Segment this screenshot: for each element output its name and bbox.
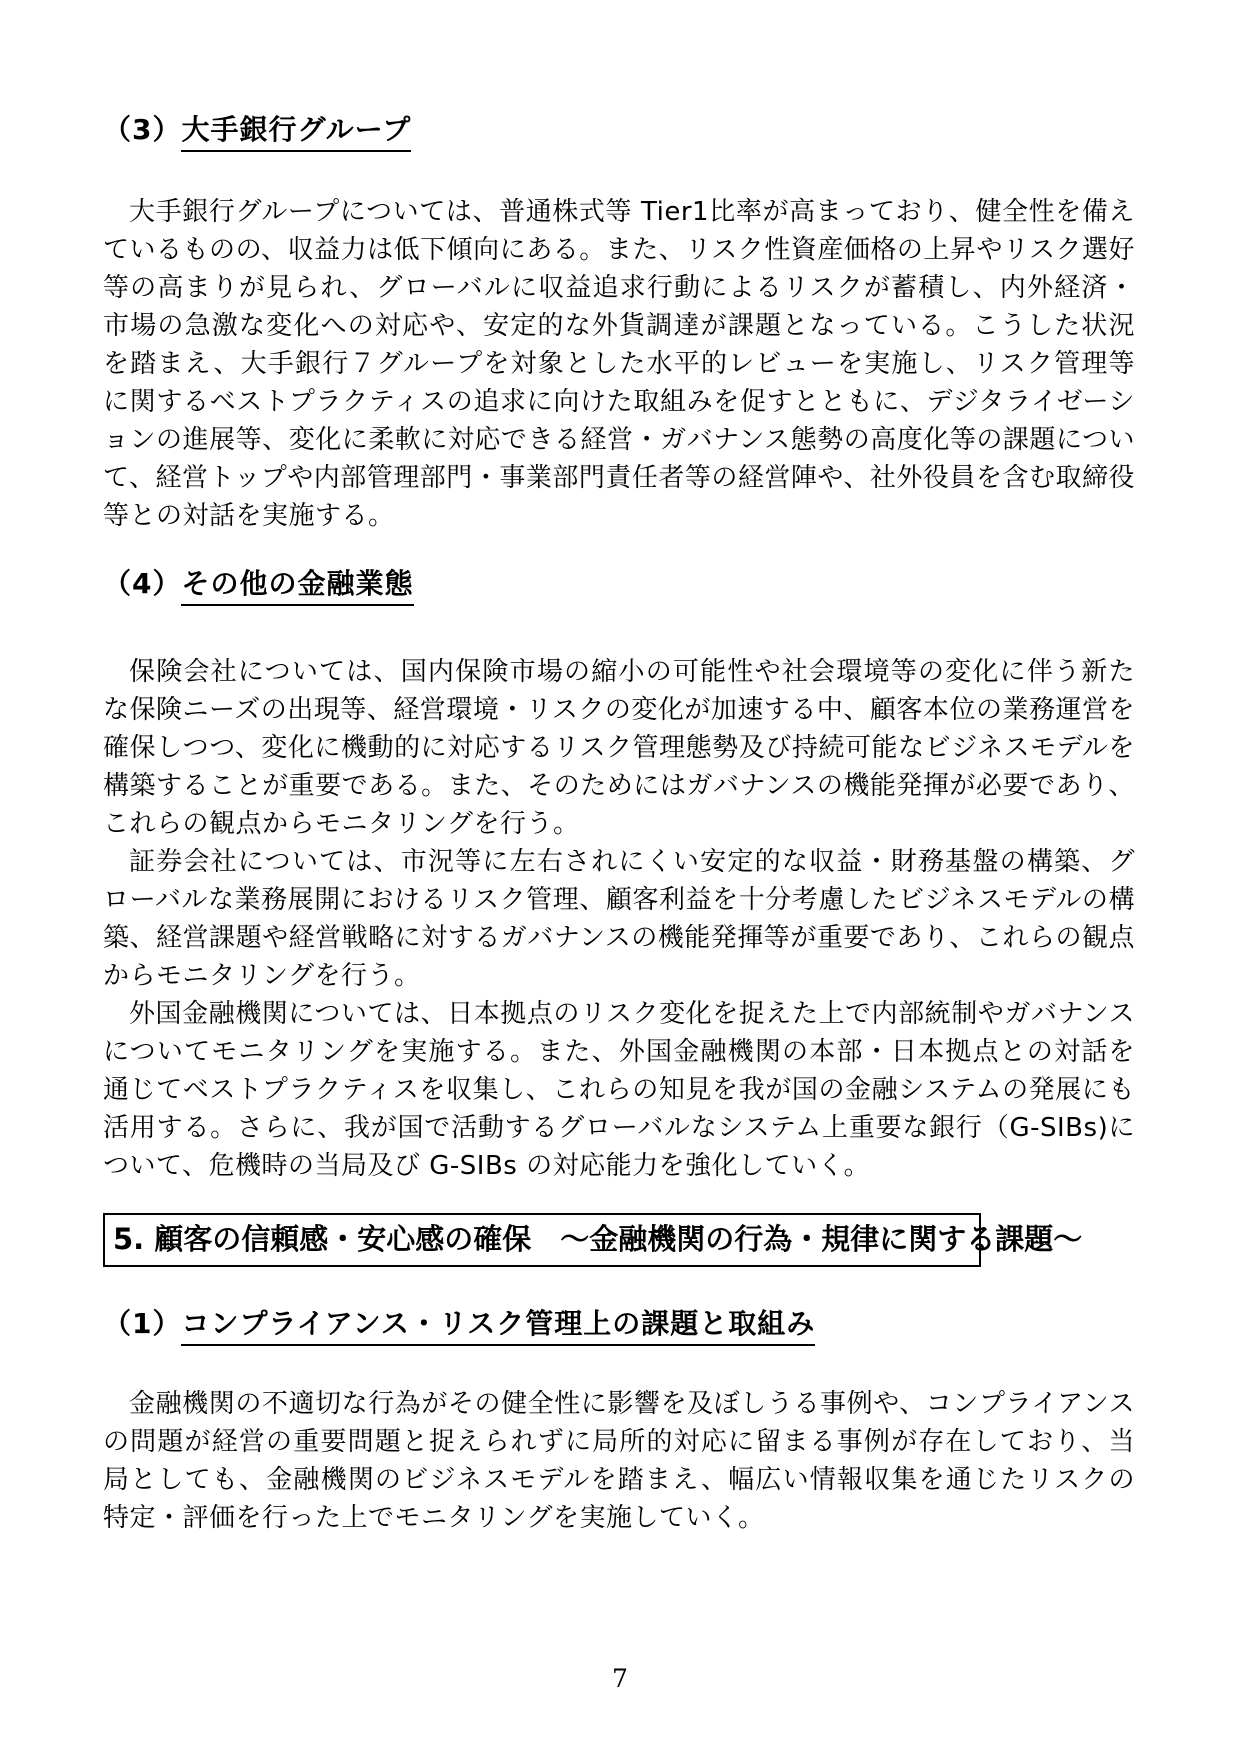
section-heading-3 bbox=[103, 113, 1135, 147]
page-number: 7 bbox=[612, 1664, 628, 1693]
heading-1-number: （1） bbox=[103, 1307, 182, 1340]
section-heading-4 bbox=[103, 567, 1135, 601]
boxed-section-heading-5: 5. 顧客の信頼感・安心感の確保 ～金融機関の行為・規律に関する課題～ bbox=[103, 1213, 981, 1267]
heading-4-number: （4） bbox=[103, 567, 182, 600]
heading-3-number: （3） bbox=[103, 113, 182, 146]
document-content bbox=[103, 0, 1135, 1537]
paragraph-compliance: 金融機関の不適切な行為がその健全性に影響を及ぼしうる事例や、コンプライアンスの問題が経営の重要問題と捉えられずに局所的対応に留まる事例が存在しており、当局としても、金融機関のビジネスモデルを踏まえ、幅広い情報収集を通じたリスクの特定・評価を行った上でモニタリングを実施していく。 bbox=[103, 1389, 1135, 1533]
paragraph-foreign-financial-institutions: 外国金融機関については、日本拠点のリスク変化を捉えた上で内部統制やガバナンスについてモニタリングを実施する。また、外国金融機関の本部・日本拠点との対話を通じてベストプラクティスを収集し、これらの知見を我が国の金融システムの発展にも活用する。さらに、我が国で活動するグローバルなシステム上重要な銀行（G-SIBs)について、危機時の当局及び G-SIBs の対応能力を強化していく。 bbox=[103, 999, 1135, 1181]
heading-4-title: その他の金融業態 bbox=[181, 567, 413, 606]
heading-3-title: 大手銀行グループ bbox=[181, 113, 411, 152]
paragraph-securities: 証券会社については、市況等に左右されにくい安定的な収益・財務基盤の構築、グローバルな業務展開におけるリスク管理、顧客利益を十分考慮したビジネスモデルの構築、経営課題や経営戦略に対するガバナンスの機能発揮等が重要であり、これらの観点からモニタリングを行う。 bbox=[103, 847, 1135, 991]
section-heading-1 bbox=[103, 1307, 1135, 1341]
heading-1-title: コンプライアンス・リスク管理上の課題と取組み bbox=[181, 1307, 815, 1346]
paragraph-insurance: 保険会社については、国内保険市場の縮小の可能性や社会環境等の変化に伴う新たな保険ニーズの出現等、経営環境・リスクの変化が加速する中、顧客本位の業務運営を確保しつつ、変化に機動的に対応するリスク管理態勢及び持続可能なビジネスモデルを構築することが重要である。また、そのためにはガバナンスの機能発揮が必要であり、これらの観点からモニタリングを行う。 bbox=[103, 657, 1135, 839]
paragraph-major-banks: 大手銀行グループについては、普通株式等 Tier1比率が高まっており、健全性を備えているものの、収益力は低下傾向にある。また、リスク性資産価格の上昇やリスク選好等の高まりが見られ、グローバルに収益追求行動によるリスクが蓄積し、内外経済・市場の急激な変化への対応や、安定的な外貨調達が課題となっている。こうした状況を踏まえ、大手銀行７グループを対象とした水平的レビューを実施し、リスク管理等に関するベストプラクティスの追求に向けた取組みを促すとともに、デジタライゼーションの進展等、変化に柔軟に対応できる経営・ガバナンス態勢の高度化等の課題について、経営トップや内部管理部門・事業部門責任者等の経営陣や、社外役員を含む取締役等との対話を実施する。 bbox=[103, 197, 1135, 531]
